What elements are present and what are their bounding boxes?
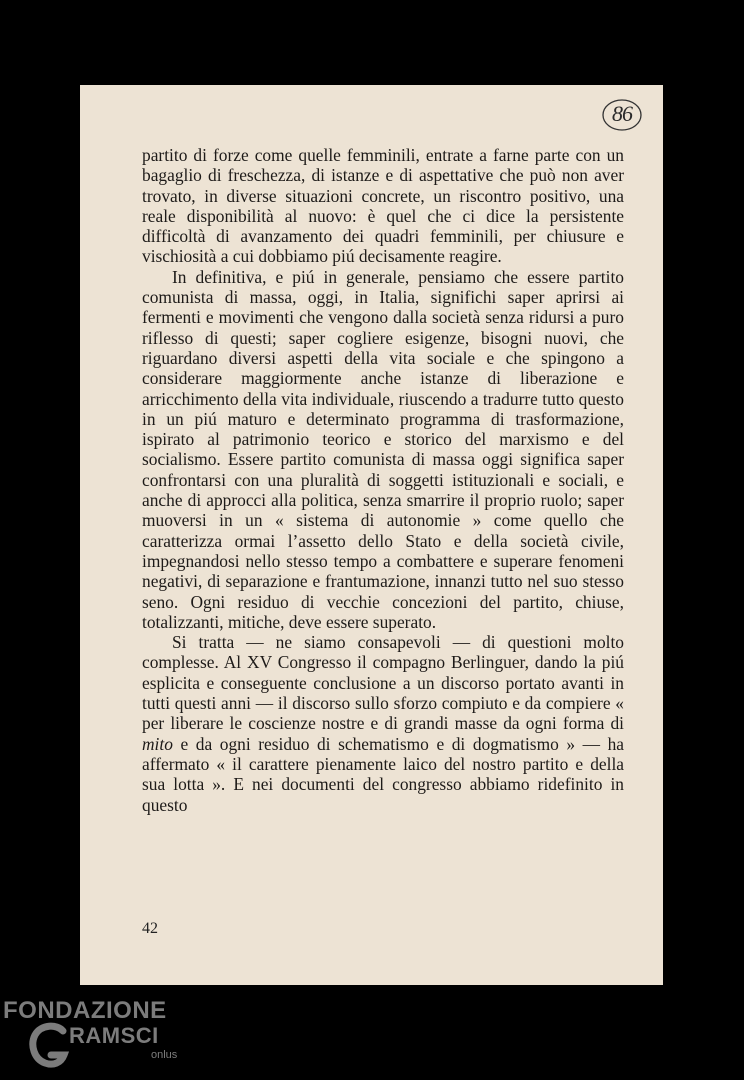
logo-g-icon xyxy=(29,1021,71,1071)
paragraph-3-part-1: Si tratta — ne siamo consapevoli — di questioni molto complesse. Al XV Congresso il compagno Berlinguer, dando la piú esplicita e conseguente conclusione a un discorso portato avanti in tutti questi anni — il discorso sullo sforzo compiuto e da compiere « per liberare le coscienze nostre e di grandi masse da ogni forma di xyxy=(142,632,624,734)
logo-line-2: RAMSCI xyxy=(69,1023,159,1048)
folio-number: 86 xyxy=(612,101,632,126)
body-text xyxy=(142,145,624,815)
page-number: 42 xyxy=(142,920,158,937)
paragraph-3 xyxy=(142,632,624,815)
watermark-logo xyxy=(3,997,203,1077)
paragraph-3-part-2: e da ogni residuo di schematismo e di dogmatismo » — ha affermato « il carattere pienamente laico del nostro partito e della sua lotta ». E nei documenti del congresso abbiamo ridefinito in questo xyxy=(142,733,624,815)
paragraph-2: In definitiva, e piú in generale, pensiamo che essere partito comunista di massa, oggi, in Italia, significhi saper aprirsi ai fermenti e movimenti che vengono dalla società senza ridursi a puro riflesso di questi; saper cogliere esigenze, bisogni nuovi, che riguardano diversi aspetti della vita sociale e che spingono a considerare maggiormente anche istanze di liberazione e arricchimento della vita individuale, riuscendo a tradurre tutto questo in un piú maturo e determinato programma di trasformazione, ispirato al patrimonio teorico e storico del marxismo e del socialismo. Essere partito comunista di massa oggi significa saper confrontarsi con una pluralità di soggetti istituzionali e sociali, e anche di approcci alla politica, senza smarrire il proprio ruolo; saper muoversi in un « sistema di autonomie » come quello che caratterizza ormai l’assetto dello Stato e della società civile, impegnandosi nello stesso tempo a combattere e superare fenomeni negativi, di separazione e frantumazione, innanzi tutto nel suo stesso seno. Ogni residuo di vecchie concezioni del partito, chiuse, totalizzanti, mitiche, deve essere superato. xyxy=(142,266,624,632)
logo-onlus: onlus xyxy=(151,1049,178,1061)
logo-line-1: FONDAZIONE xyxy=(3,997,167,1024)
book-page xyxy=(80,85,663,985)
folio-mark xyxy=(601,97,643,133)
paragraph-1: partito di forze come quelle femminili, entrate a farne parte con un bagaglio di freschezza, di istanze e di aspettative che può non aver trovato, in diverse situazioni concrete, un riscontro positivo, una reale disponibilità al nuovo: è quel che ci dice la persistente difficoltà di avanzamento dei quadri femminili, per chiusure e vischiosità a cui dobbiamo piú decisamente reagire. xyxy=(142,145,624,267)
italic-word: mito xyxy=(142,733,173,754)
